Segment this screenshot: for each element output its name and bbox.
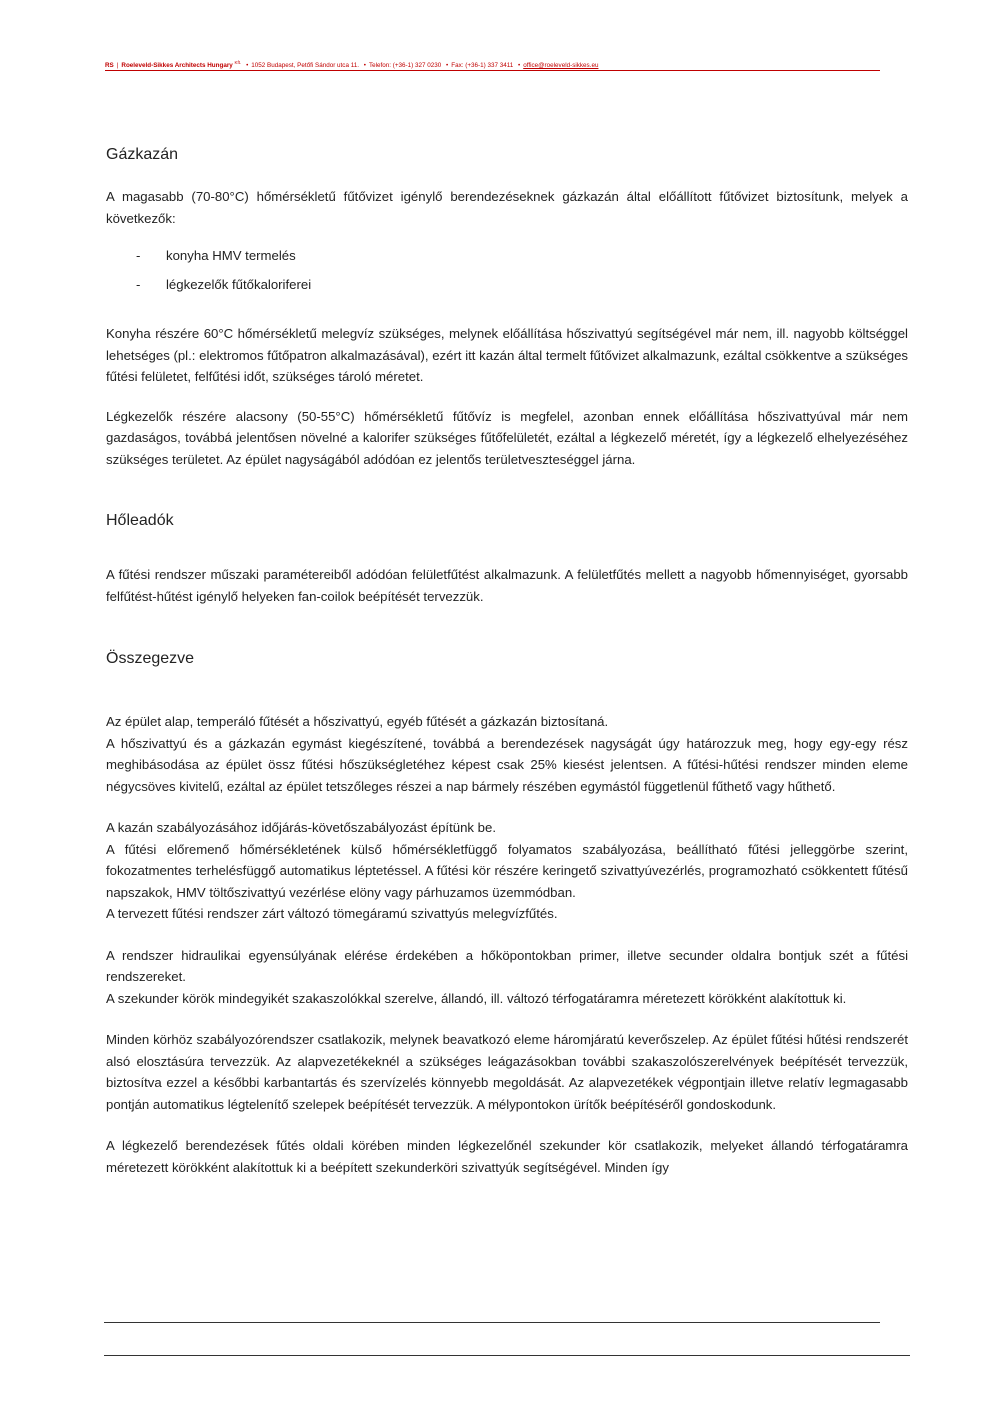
fax: Fax: (+36-1) 337 3411 [451, 62, 514, 70]
paragraph: A szekunder körök mindegyikét szakaszolókkal szerelve, állandó, ill. változó térfogatáramra méretezett körökként alakítottuk ki. [106, 990, 847, 1006]
letterhead: RS | Roeleveld-Sikkes Architects Hungary $^{Kft.}$ • 1052 Budapest, Petőfi Sándor utca 11. • Telefon: (+36-1) 327 0230 • Fax: (+36-1) 337 3411 • office@roeleveld-sikkes.eu [105, 60, 599, 70]
section-title-osszegezve: Összegezve [106, 650, 195, 667]
paragraph: A fűtési rendszer műszaki paramétereiből adódóan felületfűtést alkalmazunk. A felületfűtés mellett a nagyobb hőmennyiséget, gyorsabb felfűtést-hűtést igénylő helyeken fan-coilok beépítését tervezzük. [106, 567, 908, 604]
paragraph: A fűtési előremenő hőmérsékletének külső hőmérsékletfüggő folyamatos szabályozása, beállítható fűtési jelleggörbe szerint, fokozatmentes terhelésfüggő automatikus léptetéssel. A fűtési kör részére keringető szivattyúvezérlés, programozható csökkentett fűtésű napszakok, HMV töltőszivattyú vezérlése elöny vagy párhuzamos üzemmódban. [106, 841, 908, 900]
paragraph: A légkezelő berendezések fűtés oldali körében minden légkezelőnél szekunder kör csatlakozik, melyeket állandó térfogatáramra méretezett körökként alakítottuk ki a beépített szekunderköri szivattyúk segítségével. Minden így [106, 1138, 908, 1175]
section-title-holeadok: Hőleadók [106, 512, 174, 529]
list-item: - légkezelők fűtőkaloriferei [136, 277, 312, 292]
section-title-gazkazan: Gázkazán [106, 146, 179, 163]
paragraph: A magasabb (70-80°C) hőmérsékletű fűtővizet igénylő berendezéseknek gázkazán által előállított fűtővizet biztosítunk, melyek a következők: [106, 189, 908, 226]
paragraph: Konyha részére 60°C hőmérsékletű melegvíz szükséges, melynek előállítása hőszivattyú segítségével már nem, ill. nagyobb költséggel lehetséges (pl.: elektromos fűtőpatron alkalmazásával), ezért itt kazán által termelt fűtővizet alkalmazunk, ezáltal csökkentve a szükséges fűtési felületet, felfűtési időt, szükséges tároló méretet. [106, 326, 908, 384]
paragraph: Légkezelők részére alacsony (50-55°C) hőmérsékletű fűtővíz is megfelel, azonban ennek előállítása hőszivattyúval már nem gazdaságos, továbbá jelentősen növelné a kalorifer szükséges fűtőfelületét, ezáltal a légkezelő méretét, így a légkezelő elhelyezéséhez szükséges területet. Az épület nagyságából adódóan ez jelentős területveszteséggel járna. [106, 408, 908, 467]
letterhead-divider [105, 70, 880, 71]
paragraph: Az épület alap, temperáló fűtését a hőszivattyú, egyéb fűtését a gázkazán biztosítaná. [106, 714, 609, 729]
company-logo: RS [105, 62, 114, 70]
paragraph: A tervezett fűtési rendszer zárt változó tömegáramú szivattyús melegvízfűtés. [106, 906, 558, 921]
bullet-list [106, 241, 908, 299]
firm-suffix: Kft. [234, 60, 242, 65]
email-link[interactable]: office@roeleveld-sikkes.eu [523, 62, 599, 70]
document-body [106, 140, 908, 1178]
footer-rule-top [104, 1322, 880, 1323]
list-item: - konyha HMV termelés [136, 248, 296, 263]
firm-name: Roeleveld-Sikkes Architects Hungary [121, 62, 233, 70]
footer-rule-bottom [104, 1355, 910, 1356]
paragraph: Minden körhöz szabályozórendszer csatlakozik, melynek beavatkozó eleme háromjáratú keverőszelep. Az épület fűtési hűtési rendszerét alsó elosztásúra tervezzük. Az alapvezetékeknél a szükséges leágazásokban további szakaszolószerelvények beépítését tervezzük, biztosítva ezzel a későbbi karbantartás és szervízelés könnyebb megoldását. Az alapvezetékek végpontjain illetve relatív legmagasabb pontján automatikus légtelenítő szelepek beépítését tervezzük. A mélypontokon ürítők beépítéséről gondoskodunk. [106, 1032, 908, 1112]
phone: Telefon: (+36-1) 327 0230 [368, 62, 442, 70]
paragraph: A kazán szabályozásához időjárás-követőszabályozást építünk be. [106, 820, 496, 835]
paragraph: A hőszivattyú és a gázkazán egymást kiegészítené, továbbá a berendezések nagyságát úgy határozzuk meg, hogy egy-egy rész meghibásodása az épület össz fűtési hőszükségletéhez képest csak 25% kiesést jelentsen. A fűtési-hűtési rendszer minden eleme négycsöves kivitelű, ezáltal az épület tetszőleges részei a nap bármely részében egymástól függetlenül fűthető vagy hűthető. [106, 735, 908, 794]
paragraph: A rendszer hidraulikai egyensúlyának elérése érdekében a hőköpontokban primer, illetve secunder oldalra bontjuk szét a fűtési rendszereket. [106, 947, 908, 984]
address: 1052 Budapest, Petőfi Sándor utca 11. [251, 62, 359, 70]
